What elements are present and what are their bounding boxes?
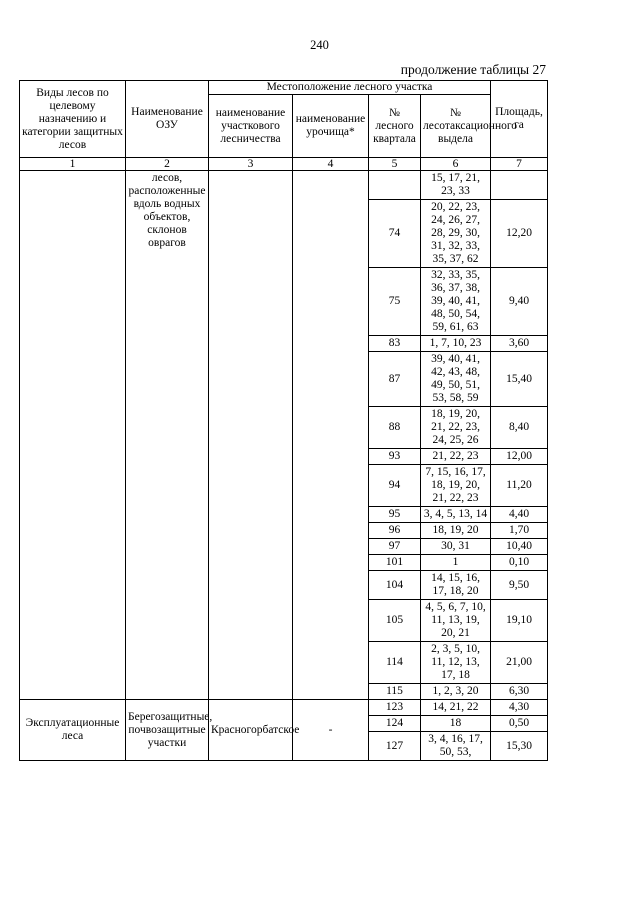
tract-cell: - [293, 700, 369, 761]
quarter-cell: 124 [369, 716, 421, 732]
plot-numbers-cell: 39, 40, 41, 42, 43, 48, 49, 50, 51, 53, 58, 59 [421, 352, 491, 407]
area-cell: 10,40 [491, 539, 548, 555]
quarter-cell: 88 [369, 407, 421, 449]
quarter-cell: 105 [369, 600, 421, 642]
plot-numbers-cell: 3, 4, 5, 13, 14 [421, 507, 491, 523]
forest-type-cell [20, 171, 126, 700]
header-tract: наименование урочища* [293, 95, 369, 158]
quarter-cell: 104 [369, 571, 421, 600]
area-cell: 9,50 [491, 571, 548, 600]
header-district: наименование участкового лесничества [209, 95, 293, 158]
quarter-cell: 95 [369, 507, 421, 523]
header-quarter: № лесного квартала [369, 95, 421, 158]
plot-numbers-cell: 18, 19, 20, 21, 22, 23, 24, 25, 26 [421, 407, 491, 449]
quarter-cell [369, 171, 421, 200]
plot-numbers-cell: 3, 4, 16, 17, 50, 53, [421, 732, 491, 761]
table-row [20, 171, 548, 200]
quarter-cell: 127 [369, 732, 421, 761]
plot-numbers-cell: 15, 17, 21, 23, 33 [421, 171, 491, 200]
area-cell: 8,40 [491, 407, 548, 449]
page-number: 240 [310, 38, 329, 52]
area-cell: 15,40 [491, 352, 548, 407]
header-row-group [20, 81, 548, 95]
quarter-cell: 83 [369, 336, 421, 352]
district-cell: Красногорбатское [209, 700, 293, 761]
quarter-cell: 94 [369, 465, 421, 507]
quarter-cell: 101 [369, 555, 421, 571]
plot-numbers-cell: 32, 33, 35, 36, 37, 38, 39, 40, 41, 48, 50, 54, 59, 61, 63 [421, 268, 491, 336]
quarter-cell: 96 [369, 523, 421, 539]
column-number: 7 [491, 158, 548, 171]
plot-numbers-cell: 2, 3, 5, 10, 11, 12, 13, 17, 18 [421, 642, 491, 684]
area-cell: 12,20 [491, 200, 548, 268]
plot-numbers-cell: 14, 21, 22 [421, 700, 491, 716]
column-number: 1 [20, 158, 126, 171]
plot-numbers-cell: 1 [421, 555, 491, 571]
column-number: 6 [421, 158, 491, 171]
quarter-cell: 87 [369, 352, 421, 407]
forest-type-cell: Эксплуатационные леса [20, 700, 126, 761]
quarter-cell: 93 [369, 449, 421, 465]
header-forest-type: Виды лесов по целевому назначению и категории защитных лесов [20, 81, 126, 158]
quarter-cell: 74 [369, 200, 421, 268]
district-cell [209, 171, 293, 700]
quarter-cell: 75 [369, 268, 421, 336]
column-number: 2 [126, 158, 209, 171]
plot-numbers-cell: 1, 2, 3, 20 [421, 684, 491, 700]
area-cell: 4,30 [491, 700, 548, 716]
header-area: Площадь, га [491, 81, 548, 158]
tract-cell [293, 171, 369, 700]
header-plot: № лесотаксационного выдела [421, 95, 491, 158]
area-cell: 0,50 [491, 716, 548, 732]
column-number: 3 [209, 158, 293, 171]
quarter-cell: 114 [369, 642, 421, 684]
area-cell: 15,30 [491, 732, 548, 761]
area-cell: 21,00 [491, 642, 548, 684]
plot-numbers-cell: 14, 15, 16, 17, 18, 20 [421, 571, 491, 600]
ozu-name-cell: Берегозащитные, почвозащитные участки [126, 700, 209, 761]
area-cell [491, 171, 548, 200]
table-continuation-caption: продолжение таблицы 27 [400, 62, 546, 77]
column-number: 5 [369, 158, 421, 171]
area-cell: 11,20 [491, 465, 548, 507]
plot-numbers-cell: 18 [421, 716, 491, 732]
area-cell: 4,40 [491, 507, 548, 523]
area-cell: 0,10 [491, 555, 548, 571]
area-cell: 12,00 [491, 449, 548, 465]
plot-numbers-cell: 20, 22, 23, 24, 26, 27, 28, 29, 30, 31, 32, 33, 35, 37, 62 [421, 200, 491, 268]
ozu-name-cell: лесов, расположенные вдоль водных объектов, склонов оврагов [126, 171, 209, 700]
column-number-row [20, 158, 548, 171]
header-ozu-name: Наименование ОЗУ [126, 81, 209, 158]
plot-numbers-cell: 30, 31 [421, 539, 491, 555]
area-cell: 6,30 [491, 684, 548, 700]
header-location-group: Местоположение лесного участка [209, 81, 491, 95]
area-cell: 1,70 [491, 523, 548, 539]
plot-numbers-cell: 4, 5, 6, 7, 10, 11, 13, 19, 20, 21 [421, 600, 491, 642]
area-cell: 3,60 [491, 336, 548, 352]
plot-numbers-cell: 18, 19, 20 [421, 523, 491, 539]
table-row [20, 700, 548, 716]
area-cell: 19,10 [491, 600, 548, 642]
column-number: 4 [293, 158, 369, 171]
forest-plots-table [19, 80, 548, 761]
plot-numbers-cell: 1, 7, 10, 23 [421, 336, 491, 352]
area-cell: 9,40 [491, 268, 548, 336]
quarter-cell: 115 [369, 684, 421, 700]
plot-numbers-cell: 21, 22, 23 [421, 449, 491, 465]
quarter-cell: 123 [369, 700, 421, 716]
quarter-cell: 97 [369, 539, 421, 555]
plot-numbers-cell: 7, 15, 16, 17, 18, 19, 20, 21, 22, 23 [421, 465, 491, 507]
